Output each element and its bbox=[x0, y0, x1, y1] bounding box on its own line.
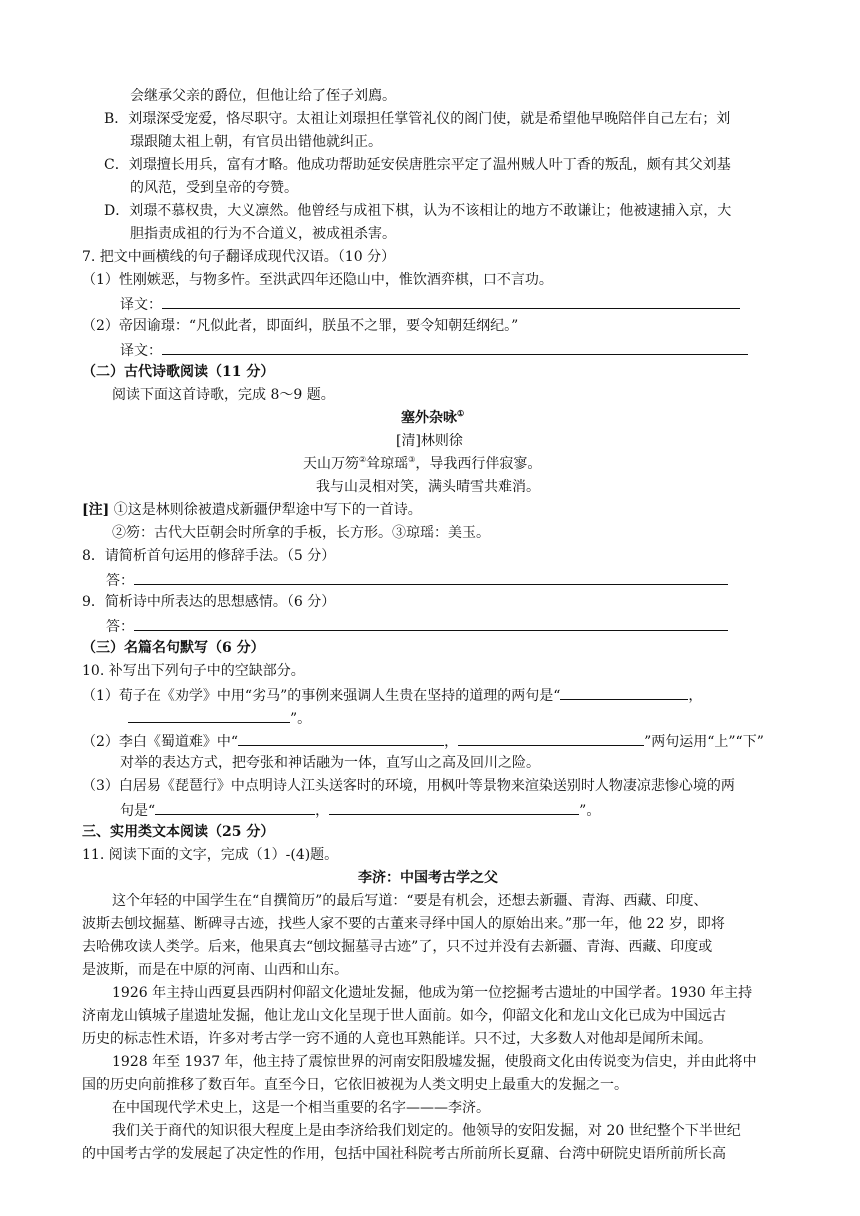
answer-label: 答： bbox=[106, 619, 134, 635]
q10: 10. 补写出下列句子中的空缺部分。 bbox=[82, 663, 305, 679]
q6-option-b-line2: 璟跟随太祖上朝，有官员出错他就纠正。 bbox=[130, 134, 382, 150]
fill-blank[interactable] bbox=[560, 685, 688, 700]
q6-option-c-line1: C．刘璟擅长用兵，富有才略。他成功帮助延安侯唐胜宗平定了温州贼人叶丁香的叛乱，颇有其父刘基 bbox=[104, 157, 731, 173]
article-paragraph-line: 1928 年至 1937 年，他主持了震惊世界的河南安阳殷墟发掘，使殷商文化由传说变为信史，并由此将中 bbox=[112, 1054, 757, 1070]
poem-note-2: ②笏：古代大臣朝会时所拿的手板，长方形。③琼瑶：美玉。 bbox=[112, 525, 490, 541]
answer-line[interactable] bbox=[134, 570, 728, 585]
answer-label: 译文： bbox=[120, 297, 162, 313]
article-paragraph-line: 在中国现代学术史上，这是一个相当重要的名字———李济。 bbox=[112, 1100, 490, 1116]
q10-part-1-cont: ”。 bbox=[128, 708, 311, 728]
article-paragraph-line: 历史的标志性术语，许多对考古学一窍不通的人竟也耳熟能详。只不过，大多数人对他却是闻所未闻。 bbox=[82, 1031, 712, 1047]
poetry-intro: 阅读下面这首诗歌，完成 8～9 题。 bbox=[112, 387, 335, 403]
q6-option-d-line2: 胆指责成祖的行为不合道义，被成祖杀害。 bbox=[130, 226, 396, 242]
poem-line-1: 天山万笏②耸琼瑶③，导我西行伴寂寥。 bbox=[303, 455, 542, 472]
q9-answer[interactable] bbox=[106, 616, 728, 636]
fill-blank[interactable] bbox=[128, 708, 290, 723]
q6-a-tail: 会继承父亲的爵位，但他让给了侄子刘廌。 bbox=[130, 88, 396, 104]
article-paragraph-line: 济南龙山镇城子崖遗址发掘，他让龙山文化呈现于世人面前。如今，仰韶文化和龙山文化已成为中国远古 bbox=[82, 1008, 726, 1024]
answer-label: 译文： bbox=[120, 343, 162, 359]
article-title: 李济：中国考古学之父 bbox=[358, 870, 498, 886]
q9: 9．简析诗中所表达的思想感情。（6 分） bbox=[82, 594, 336, 610]
q10-part-2: （2）李白《蜀道难》中“ ， ”两句运用“上”“下” bbox=[82, 731, 764, 751]
answer-line[interactable] bbox=[162, 340, 748, 355]
article-paragraph-line: 去哈佛攻读人类学。后来，他果真去“刨坟掘墓寻古迹”了，只不过并没有去新疆、青海、西藏、印度或 bbox=[82, 939, 713, 955]
poem-line-2: 我与山灵相对笑，满头晴雪共难消。 bbox=[316, 479, 540, 495]
answer-line[interactable] bbox=[134, 616, 728, 631]
article-paragraph-line: 是波斯，而是在中原的河南、山西和山东。 bbox=[82, 962, 348, 978]
fill-blank[interactable] bbox=[458, 731, 644, 746]
q6-option-b-line1: B．刘璟深受宠爱，恪尽职守。太祖让刘璟担任掌管礼仪的阁门使，就是希望他早晚陪伴自己左右；刘 bbox=[104, 111, 731, 127]
article-paragraph-line: 的中国考古学的发展起了决定性的作用，包括中国社科院考古所前所长夏鼐、台湾中研院史语所前所长高 bbox=[82, 1146, 726, 1162]
fill-blank[interactable] bbox=[329, 800, 579, 815]
q7-answer-2[interactable] bbox=[120, 340, 748, 360]
article-paragraph-line: 波斯去刨坟掘墓、断碑寻古迹，找些人家不要的古董来寻绎中国人的原始出来。”那一年，他 22 岁，即将 bbox=[82, 916, 725, 932]
answer-label: 答： bbox=[106, 573, 134, 589]
q10-part-2-cont: 对举的表达方式，把夸张和神话融为一体，直写山之高及回川之险。 bbox=[120, 755, 540, 771]
fill-blank[interactable] bbox=[238, 731, 444, 746]
q7-answer-1[interactable] bbox=[120, 294, 740, 314]
q10-part-1: （1）荀子在《劝学》中用“劣马”的事例来强调人生贵在坚持的道理的两句是“ ， bbox=[82, 685, 702, 705]
q7-title: 7. 把文中画横线的句子翻译成现代汉语。（10 分） bbox=[82, 249, 396, 265]
article-paragraph-line: 国的历史向前推移了数百年。直至今日，它依旧被视为人类文明史上最重大的发掘之一。 bbox=[82, 1077, 628, 1093]
section-heading-dictation: （三）名篇名句默写（6 分） bbox=[82, 640, 265, 656]
q6-option-d-line1: D．刘璟不慕权贵，大义凛然。他曾经与成祖下棋，认为不该相让的地方不敢谦让；他被逮捕入京，大 bbox=[104, 203, 732, 219]
article-paragraph-line: 我们关于商代的知识很大程度上是由李济给我们划定的。他领导的安阳发掘，对 20 世纪整个下半世纪 bbox=[112, 1123, 741, 1139]
q8-answer[interactable] bbox=[106, 570, 728, 590]
q7-sentence-2: （2）帝因谕璟：“凡似此者，即面纠，朕虽不之罪，要令知朝廷纲纪。” bbox=[82, 318, 519, 334]
q8: 8．请简析首句运用的修辞手法。（5 分） bbox=[82, 548, 336, 564]
poem-author: [清]林则徐 bbox=[396, 433, 463, 449]
answer-line[interactable] bbox=[162, 294, 740, 309]
q6-option-c-line2: 的风范，受到皇帝的夸赞。 bbox=[130, 180, 298, 196]
fill-blank[interactable] bbox=[155, 800, 315, 815]
q7-sentence-1: （1）性刚嫉恶，与物多忤。至洪武四年还隐山中，惟饮酒弈棋，口不言功。 bbox=[82, 272, 553, 288]
part-heading-practical: 三、实用类文本阅读（25 分） bbox=[82, 824, 275, 840]
poem-title: 塞外杂咏① bbox=[401, 408, 465, 426]
q10-part-3-cont: 句是“ ， ”。 bbox=[120, 800, 600, 820]
poem-note-1: [注] ①这是林则徐被遣戍新疆伊犁途中写下的一首诗。 bbox=[82, 502, 422, 518]
article-paragraph-line: 这个年轻的中国学生在“自撰简历”的最后写道：“要是有机会，还想去新疆、青海、西藏、印度、 bbox=[112, 893, 708, 909]
section-heading-poetry: （二）古代诗歌阅读（11 分） bbox=[82, 364, 275, 380]
q10-part-3: （3）白居易《琵琶行》中点明诗人江头送客时的环境，用枫叶等景物来渲染送别时人物凄凉悲惨心境的两 bbox=[82, 778, 735, 794]
q11: 11. 阅读下面的文字，完成（1）-(4)题。 bbox=[82, 847, 339, 863]
article-paragraph-line: 1926 年主持山西夏县西阴村仰韶文化遗址发掘，他成为第一位挖掘考古遗址的中国学者。1930 年主持 bbox=[112, 985, 753, 1001]
